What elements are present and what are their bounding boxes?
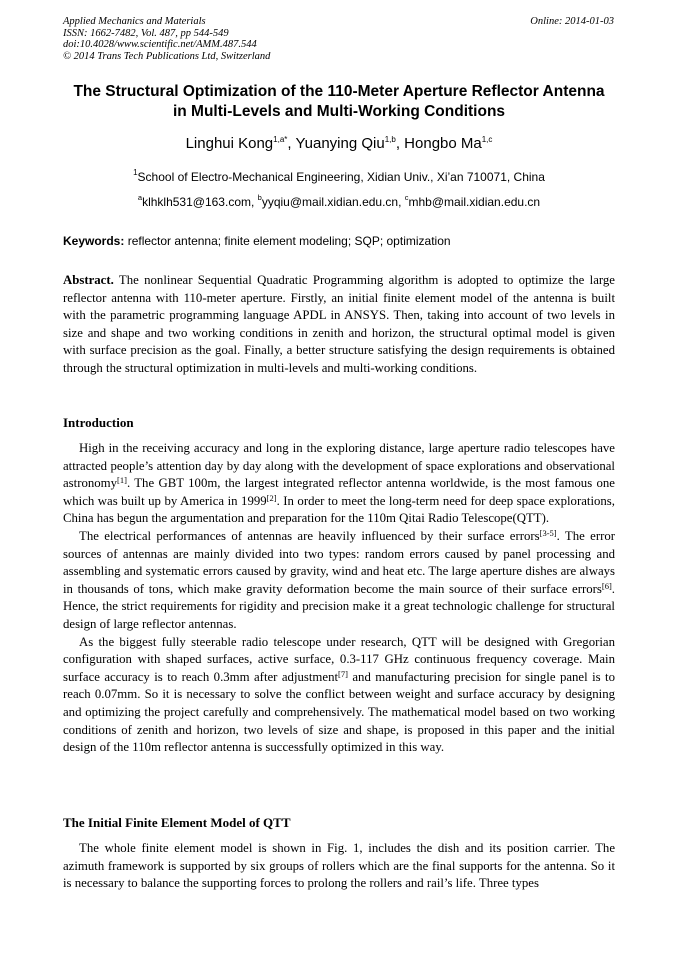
author-name: Linghui Kong xyxy=(185,135,274,152)
text-run: As the biggest fully steerable radio telescope under research, QTT will be designed with Gregorian configuration with shaped surfaces, active surface, 0.3-117 GHz continuous frequency coverage. Main surface accuracy is to reach 0.3mm after adjustment xyxy=(63,634,615,684)
email-address: mhb@mail.xidian.edu.cn xyxy=(408,195,541,209)
copyright-line: © 2014 Trans Tech Publications Ltd, Switzerland xyxy=(63,50,271,62)
text-run: . In order to meet the long-term need for deep space explorations, China has begun the argumentation and preparation for the 110m Qitai Radio Telescope(QTT). xyxy=(63,493,615,526)
text-run: The electrical performances of antennas are heavily influenced by their surface errors xyxy=(79,528,540,543)
citation-ref: [2] xyxy=(266,492,277,503)
affiliation-sup: 1 xyxy=(133,168,138,177)
author-name: Hongbo Ma xyxy=(404,135,482,152)
citation-ref: [6] xyxy=(601,580,612,591)
email-address: yyqiu@mail.xidian.edu.cn xyxy=(261,195,399,209)
affiliation xyxy=(0,169,678,185)
email-sup: a xyxy=(137,193,143,202)
section-heading-introduction: Introduction xyxy=(63,415,134,430)
keywords-text: reflector antenna; finite element modeling; SQP; optimization xyxy=(127,234,451,248)
citation-ref: [1] xyxy=(117,475,127,486)
doi-line: doi:10.4028/www.scientific.net/AMM.487.544 xyxy=(63,39,257,50)
email-list: $^a$klhklh531@163.com, $^b$yyqiu@mail.xidian.edu.cn, $^c$mhb@mail.xidian.edu.cn xyxy=(137,193,541,209)
text-run: High in the receiving accuracy and long in the exploring distance, large aperture radio telescopes have attracted people’s attention day by day along with the development of space explorations and observational astronomy xyxy=(63,441,615,491)
section-heading-initial-fe-model: The Initial Finite Element Model of QTT xyxy=(63,815,291,830)
affiliation-text: School of Electro-Mechanical Engineering, Xidian Univ., Xi’an 710071, China xyxy=(137,170,545,184)
title-line-2: in Multi-Levels and Multi-Working Conditions xyxy=(172,103,506,120)
keywords xyxy=(63,233,451,249)
author-sup: 1,a* xyxy=(273,135,288,144)
citation-ref: [3-5] xyxy=(539,527,557,538)
email-sup: c xyxy=(404,193,409,202)
paragraph xyxy=(63,528,615,634)
text-run: . The error sources of antennas are mainly divided into two types: random errors caused by panel processing and assembling and systematic errors caused by gravity, wind and heat etc. The large aperture dishes are always in thousands of tons, which make gravity deformation become the main source of their surface errors xyxy=(63,528,615,596)
paper-title xyxy=(50,82,628,122)
email-sup: b xyxy=(257,193,262,202)
paragraph: The whole finite element model is shown in Fig. 1, includes the dish and its position carrier. The azimuth framework is supported by six groups of rollers which are the final supports for the antenna. So it is necessary to balance the supporting forces to prolong the rollers and rail’s life. Three types xyxy=(63,841,615,891)
online-date: Online: 2014-01-03 xyxy=(530,16,614,27)
text-run: . The GBT 100m, the largest integrated reflector antenna worldwide, is the most famous one which was built up by America in 1999 xyxy=(63,476,615,508)
abstract-text: The nonlinear Sequential Quadratic Programming algorithm is adopted to optimize the large reflector antenna with 110-meter aperture. Firstly, an initial finite element model of the antenna is built with the parametric programming language APDL in ANSYS. Then, taking into account of two levels in size and shape and two working conditions in zenith and horizon, the structural optimal model is given with surface precision as the goal. Finally, a better structure satisfying the design requirements is obtained through the structural optimization in multi-levels and multi-working conditions. xyxy=(63,273,615,375)
citation-ref: [7] xyxy=(338,668,348,679)
author-sup: 1,b xyxy=(384,135,396,144)
initial-fe-model-body xyxy=(63,840,615,893)
title-line-1: The Structural Optimization of the 110-Meter Aperture Reflector Antenna xyxy=(73,83,605,100)
abstract-label: Abstract. xyxy=(63,273,114,287)
keywords-label: Keywords: xyxy=(63,234,125,248)
text-run: . Hence, the strict requirements for rigidity and precision make it a great technologic challenge for structural design of large reflector antennas. xyxy=(63,581,615,631)
paragraph xyxy=(63,634,615,757)
email-address: klhklh531@163.com xyxy=(142,195,251,209)
issn-line: ISSN: 1662-7482, Vol. 487, pp 544-549 xyxy=(63,27,229,39)
text-run: and manufacturing precision for single panel is to reach 0.07mm. So it is necessary to solve the conflict between weight and surface accuracy by designing and optimizing the project carefully and comprehensively. The mathematical model based on two working conditions of zenith and horizon, two levels of size and shape, is proposed in this paper and the initial design of the 110m reflector antenna is successfully optimized in this way. xyxy=(63,669,615,755)
abstract xyxy=(63,272,615,378)
author-sup: 1,c xyxy=(481,135,493,144)
author-list: Linghui Kong$^{1,a*}$, Yuanying Qiu$^{1,b}$, Hongbo Ma$^{1,c}$ xyxy=(185,135,493,152)
paragraph xyxy=(63,440,615,528)
journal-name: Applied Mechanics and Materials xyxy=(63,16,206,27)
journal-header xyxy=(63,16,270,62)
introduction-body xyxy=(63,440,615,757)
author-name: Yuanying Qiu xyxy=(295,135,385,152)
